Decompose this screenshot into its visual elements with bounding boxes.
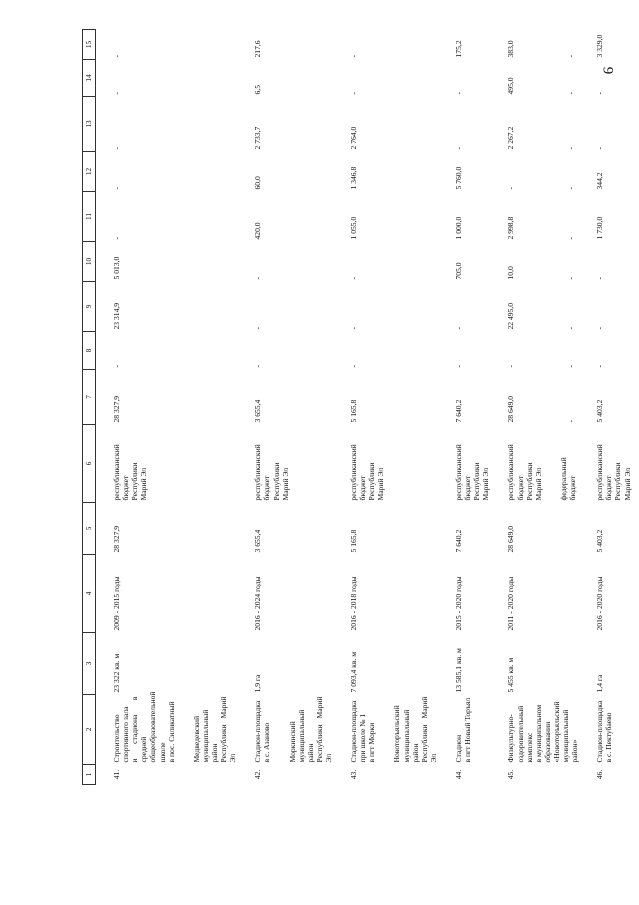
district-name-line: Медведевский (191, 715, 201, 763)
amount-cell-c15 (237, 30, 333, 60)
period-cell: 2016 - 2020 годы (595, 576, 605, 631)
amount-cell-c14 (96, 60, 238, 97)
funding-source-line: бюджет (358, 475, 368, 501)
amount-cell-c11 (96, 192, 238, 242)
amount-value: - (253, 364, 263, 368)
object-name-line: Стадион-площадка (349, 700, 359, 763)
page-number: 9 (599, 66, 616, 75)
amount-value: 5 013,0 (112, 256, 121, 280)
capacity-cell: 5 455 кв. м (506, 657, 516, 693)
funding-source-line: Марий Эл (622, 467, 632, 501)
funding-source-line: Республики (271, 462, 281, 501)
table-row (96, 30, 238, 785)
object-name-line: Строительство (112, 714, 121, 763)
amount-value: 60,0 (253, 176, 263, 190)
object-name-line: Стадион-площадка (253, 700, 263, 763)
row-number-cell: 46. (595, 769, 605, 780)
funding-source-line: республиканский (349, 444, 359, 501)
amount-cell-c10 (579, 242, 631, 282)
amount-cell-c12 (490, 152, 579, 192)
amount-cell-c15 (333, 30, 438, 60)
amount-value: 420,0 (253, 222, 263, 240)
funding-source-line: Марий Эл (533, 467, 543, 501)
object-name-line: школе (157, 742, 167, 763)
district-name-line: Моркинский (287, 721, 297, 763)
amount-value: 705,0 (453, 262, 463, 280)
capacity-cell: 13 585,1 кв. м (453, 648, 463, 693)
amount-cell-c13 (333, 97, 438, 152)
funding-source-line: бюджет (604, 475, 614, 501)
cell-spacer (516, 99, 566, 150)
funding-source-cell (579, 425, 631, 503)
cell-spacer (516, 32, 566, 58)
funding-source-cell (237, 425, 333, 503)
amount-cell-c10 (438, 242, 490, 282)
amount-value: 28 649,0 (506, 395, 516, 423)
cell-spacer (516, 194, 566, 240)
amount-value: - (453, 91, 463, 95)
object-name-line: «Новоторъяльский (551, 701, 561, 763)
object-name-line: Физкультурно- (506, 714, 516, 763)
funding-source-line: бюджет (121, 475, 131, 501)
amount-value: 175,2 (453, 40, 463, 58)
header-cell: 6 (83, 425, 96, 503)
row-number-cell: 41. (112, 769, 121, 780)
district-name-line: муниципальный район (296, 709, 315, 763)
object-name-line: при школе № 1 (358, 713, 368, 763)
federal-amount-value: - (565, 186, 575, 190)
amount-value: 1 346,8 (349, 166, 359, 190)
amount-value: - (253, 276, 263, 280)
funding-source-cell (96, 425, 238, 503)
amount-value: 2 764,0 (349, 126, 359, 150)
object-name-cell (237, 695, 333, 765)
amount-value: - (595, 146, 605, 150)
amount-value: 28 327,9 (112, 395, 121, 423)
cell-gap (376, 697, 392, 763)
amount-value: 344,2 (595, 172, 605, 190)
funding-source-line: республиканский (506, 444, 516, 501)
object-name-line: в муниципальном (533, 704, 543, 763)
cell-spacer (516, 334, 566, 368)
object-name-line: оздоровительный (515, 705, 525, 763)
header-cell: 9 (83, 282, 96, 332)
amount-cell-c15 (438, 30, 490, 60)
period-cell: 2009 - 2015 годы (112, 576, 121, 631)
header-cell: 10 (83, 242, 96, 282)
amount-value: 1 055,0 (349, 216, 359, 240)
amount-value: 5 403,2 (595, 399, 605, 423)
period-cell: 2016 - 2018 годы (349, 576, 359, 631)
federal-amount-value: - (565, 54, 575, 58)
table-row (579, 30, 631, 785)
federal-amount-value: - (565, 364, 575, 368)
total-cost-cell: 5 165,8 (349, 529, 359, 553)
amount-cell-c13 (438, 97, 490, 152)
amount-value: 10,0 (506, 266, 516, 280)
amount-cell-c15 (579, 30, 631, 60)
amount-value: 5 760,0 (453, 166, 463, 190)
amount-cell-c11 (438, 192, 490, 242)
object-name-line: комплекс (524, 732, 534, 763)
header-row (83, 30, 96, 785)
header-cell: 3 (83, 633, 96, 695)
amount-cell-c13 (96, 97, 238, 152)
object-name-cell (333, 695, 438, 765)
amount-cell-c9 (96, 282, 238, 332)
amount-cell-c10 (96, 242, 238, 282)
amount-value: 2 998,8 (506, 216, 516, 240)
amount-value: - (112, 364, 121, 368)
amount-cell-c8 (237, 332, 333, 370)
period-cell: 2011 - 2020 годы (506, 576, 516, 631)
amount-cell-c8 (438, 332, 490, 370)
district-name-line: Республики Марий Эл (314, 696, 333, 763)
object-name-cell (96, 691, 238, 765)
amount-cell-c10 (333, 242, 438, 282)
cell-spacer (516, 154, 566, 190)
amount-value: - (506, 186, 516, 190)
amount-cell-c7 (579, 370, 631, 425)
amount-cell-c8 (490, 332, 579, 370)
cell-spacer (516, 284, 566, 330)
funding-source-cell (438, 425, 490, 503)
funding-source-extra-line: федеральный (558, 457, 568, 501)
amount-value: 2 733,7 (253, 126, 263, 150)
object-name-line: в с. Пектубаево (604, 712, 614, 763)
object-name-cell (579, 695, 631, 765)
amount-value: 217,6 (253, 40, 263, 58)
amount-cell-c11 (579, 192, 631, 242)
amount-value: - (506, 364, 516, 368)
amount-cell-c11 (237, 192, 333, 242)
capacity-cell: 1,4 га (595, 674, 605, 693)
amount-cell-c9 (333, 282, 438, 332)
amount-value: - (595, 326, 605, 330)
amount-cell-c12 (96, 152, 238, 192)
amount-cell-c12 (333, 152, 438, 192)
cell-spacer (516, 244, 566, 280)
amount-cell-c13 (579, 97, 631, 152)
period-cell: 2015 - 2020 годы (453, 576, 463, 631)
amount-value: - (349, 326, 359, 330)
federal-amount-value: - (565, 146, 575, 150)
amount-cell-c7 (333, 370, 438, 425)
amount-value: 3 655,4 (253, 399, 263, 423)
funding-source-line: бюджет (463, 475, 473, 501)
header-cell: 15 (83, 30, 96, 60)
funding-source-cell (490, 425, 579, 503)
amount-cell-c14 (490, 60, 579, 97)
amount-value: - (595, 91, 605, 95)
amount-cell-c14 (438, 60, 490, 97)
amount-cell-c12 (237, 152, 333, 192)
table-row (237, 30, 333, 785)
rotated-table-wrapper (82, 30, 638, 785)
amount-cell-c9 (490, 282, 579, 332)
federal-amount-value: - (565, 276, 575, 280)
amount-cell-c13 (490, 97, 579, 152)
total-cost-cell: 28 649,0 (506, 525, 516, 553)
amount-cell-c8 (333, 332, 438, 370)
funding-source-line: Республики (130, 462, 140, 501)
object-name-line: в пос. Силикатный (166, 701, 176, 763)
amount-cell-c15 (96, 30, 238, 60)
amount-value: - (453, 146, 463, 150)
amount-value: - (349, 364, 359, 368)
amount-value: - (349, 91, 359, 95)
amount-value: - (253, 326, 263, 330)
amount-value: 383,0 (506, 40, 516, 58)
amount-value: 3 329,0 (595, 34, 605, 58)
amount-cell-c15 (490, 30, 579, 60)
table-row (438, 30, 490, 785)
capacity-cell: 7 093,4 кв. м (349, 651, 359, 693)
amount-value: 22 495,0 (506, 302, 516, 330)
federal-amount-value: - (565, 236, 575, 240)
capacity-cell: 23 322 кв. м (112, 653, 121, 693)
cell-spacer (516, 372, 566, 423)
header-cell: 14 (83, 60, 96, 97)
header-cell: 8 (83, 332, 96, 370)
row-number-cell: 43. (349, 769, 359, 780)
header-cell: 5 (83, 503, 96, 555)
total-cost-cell: 7 640,2 (453, 529, 463, 553)
amount-cell-c9 (579, 282, 631, 332)
table-row (490, 30, 579, 785)
district-name-line: Новоторъяльский (392, 705, 402, 763)
amount-value: 1 000,0 (453, 216, 463, 240)
table-body (83, 30, 632, 785)
amount-cell-c9 (438, 282, 490, 332)
object-name-line: и стадиона в средней (130, 696, 149, 763)
amount-cell-c12 (438, 152, 490, 192)
amount-value: 5 165,8 (349, 399, 359, 423)
object-name-cell (490, 695, 579, 765)
amount-cell-c7 (490, 370, 579, 425)
amount-value: - (112, 186, 121, 190)
amount-cell-c14 (579, 60, 631, 97)
amount-cell-c12 (579, 152, 631, 192)
cell-gap (543, 427, 559, 501)
object-name-line: Стадион (453, 734, 463, 763)
federal-amount-value: - (565, 419, 575, 423)
cell-gap (176, 697, 192, 763)
funding-source-extra-line: бюджет (567, 475, 577, 501)
header-cell: 2 (83, 695, 96, 765)
header-cell: 12 (83, 152, 96, 192)
object-name-line: спортивного зала (121, 706, 131, 763)
amount-value: 495,0 (506, 77, 516, 95)
funding-source-line: республиканский (453, 444, 463, 501)
amount-cell-c9 (237, 282, 333, 332)
amount-value: 1 730,0 (595, 216, 605, 240)
amount-value: 7 640,2 (453, 399, 463, 423)
amount-value: - (112, 91, 121, 95)
funding-source-line: Республики (613, 462, 623, 501)
district-name-line: Республики Марий Эл (219, 696, 238, 763)
funding-source-line: Марий Эл (139, 467, 149, 501)
funding-source-line: Марий Эл (481, 467, 491, 501)
district-name-line: муниципальный район (200, 709, 219, 763)
cell-spacer (516, 62, 566, 95)
funding-source-line: республиканский (112, 444, 121, 501)
amount-value: 6,5 (253, 85, 263, 95)
funding-source-line: республиканский (595, 444, 605, 501)
amount-cell-c11 (490, 192, 579, 242)
header-cell: 7 (83, 370, 96, 425)
capacity-cell: 1,9 га (253, 674, 263, 693)
table-row (333, 30, 438, 785)
amount-cell-c10 (237, 242, 333, 282)
investment-table (82, 29, 632, 785)
funding-source-line: республиканский (253, 444, 263, 501)
funding-source-line: бюджет (262, 475, 272, 501)
header-cell: 13 (83, 97, 96, 152)
object-name-line: в с. Азаново (262, 722, 272, 763)
row-number-cell: 45. (506, 769, 516, 780)
funding-source-line: бюджет (515, 475, 525, 501)
object-name-line: общеобразовательной (148, 691, 158, 763)
amount-value: - (349, 54, 359, 58)
amount-cell-c7 (96, 370, 238, 425)
amount-value: - (453, 326, 463, 330)
object-name-line: район» (570, 739, 580, 763)
row-number-cell: 44. (453, 769, 463, 780)
period-cell: 2016 - 2024 годы (253, 576, 263, 631)
object-name-cell (438, 695, 490, 765)
amount-value: - (112, 54, 121, 58)
amount-cell-c10 (490, 242, 579, 282)
federal-amount-value: - (565, 326, 575, 330)
amount-cell-c7 (438, 370, 490, 425)
amount-cell-c14 (333, 60, 438, 97)
object-name-line: в пгт Морки (367, 722, 377, 763)
funding-source-line: Марий Эл (376, 467, 386, 501)
amount-cell-c7 (237, 370, 333, 425)
funding-source-line: Республики (367, 462, 377, 501)
district-name-line: муниципальный район (401, 709, 420, 763)
amount-value: 2 267,2 (506, 126, 516, 150)
object-name-line: образовании (542, 721, 552, 763)
row-number-cell: 42. (253, 769, 263, 780)
total-cost-cell: 3 655,4 (253, 529, 263, 553)
total-cost-cell: 5 403,2 (595, 529, 605, 553)
amount-cell-c14 (237, 60, 333, 97)
cell-gap (272, 697, 288, 763)
funding-source-line: Марий Эл (280, 467, 290, 501)
funding-source-line: Республики (524, 462, 534, 501)
amount-value: - (595, 276, 605, 280)
funding-source-line: Республики (472, 462, 482, 501)
amount-cell-c11 (333, 192, 438, 242)
amount-value: - (349, 276, 359, 280)
header-cell: 11 (83, 192, 96, 242)
amount-value: 23 314,9 (112, 302, 121, 330)
amount-cell-c8 (96, 332, 238, 370)
total-cost-cell: 28 327,9 (112, 525, 121, 553)
district-name-line: Республики Марий Эл (419, 696, 438, 763)
amount-value: - (453, 364, 463, 368)
object-name-line: муниципальный (561, 709, 571, 763)
amount-value: - (112, 236, 121, 240)
amount-value: - (112, 146, 121, 150)
header-cell: 4 (83, 555, 96, 633)
header-cell: 1 (83, 765, 96, 785)
funding-source-cell (333, 425, 438, 503)
object-name-line: Стадион-площадка (595, 700, 605, 763)
amount-value: - (595, 364, 605, 368)
amount-cell-c8 (579, 332, 631, 370)
federal-amount-value: - (565, 91, 575, 95)
amount-cell-c13 (237, 97, 333, 152)
object-name-line: в пгт Новый Торъял (463, 697, 473, 763)
